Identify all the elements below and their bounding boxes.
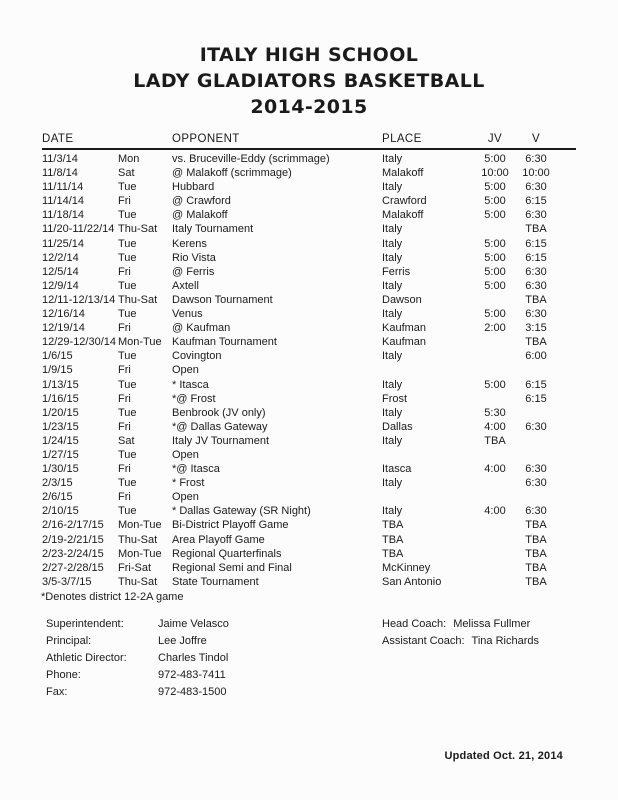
cell-place: Italy	[382, 505, 403, 518]
cell-day: Sat	[118, 434, 135, 447]
cell-day: Sat	[118, 167, 135, 180]
cell-opponent: Covington	[172, 350, 222, 363]
cell-jv-time: 5:00	[484, 237, 506, 250]
cell-jv-time	[468, 392, 522, 406]
cell-jv-time: 4:00	[484, 463, 506, 476]
cell-day: Tue	[118, 251, 137, 264]
cell-place: Italy	[382, 153, 403, 165]
table-row	[42, 363, 576, 377]
contact-label: Principal:	[46, 635, 92, 647]
contact-label: Head Coach:	[382, 618, 447, 630]
contact-value: Tina Richards	[471, 635, 539, 647]
cell-date: 12/2/14	[42, 251, 79, 264]
cell-varsity-time: 3:15	[525, 322, 547, 335]
cell-date: 12/5/14	[42, 265, 79, 278]
table-row	[42, 392, 576, 406]
cell-varsity-time	[522, 448, 550, 462]
cell-jv-time	[468, 547, 522, 561]
table-row	[42, 448, 576, 462]
cell-day: Tue	[118, 350, 137, 363]
contact-label: Athletic Director:	[46, 652, 127, 664]
cell-date: 12/29-12/30/14	[42, 336, 117, 349]
cell-opponent: Benbrook (JV only)	[172, 406, 266, 419]
cell-place: TBA	[382, 547, 404, 560]
cell-place: Italy	[382, 378, 403, 391]
team-name: LADY GLADIATORS BASKETBALL	[133, 70, 485, 92]
cell-place	[382, 448, 468, 462]
contact-row	[46, 633, 229, 650]
cell-day: Fri-Sat	[118, 561, 151, 574]
table-row	[42, 251, 576, 265]
table-row	[42, 335, 576, 349]
cell-date: 1/30/15	[42, 463, 79, 476]
cell-varsity-time: 6:30	[525, 477, 547, 490]
cell-day: Fri	[118, 420, 131, 433]
cell-opponent: * Dallas Gateway (SR Night)	[172, 505, 311, 518]
cell-day: Mon-Tue	[118, 336, 162, 349]
cell-day: Tue	[118, 448, 137, 461]
contact-label: Superintendent:	[46, 618, 124, 630]
cell-opponent: Open	[172, 364, 199, 377]
cell-place: Kaufman	[382, 336, 427, 349]
cell-jv-time	[468, 349, 522, 363]
cell-opponent: Kerens	[172, 237, 207, 250]
cell-varsity-time: 6:30	[525, 181, 547, 194]
cell-day: Tue	[118, 477, 137, 490]
cell-date: 2/16-2/17/15	[42, 519, 104, 532]
contact-row	[382, 633, 539, 650]
contact-row	[46, 616, 229, 633]
contact-value: Jaime Velasco	[158, 618, 229, 630]
contact-row	[382, 616, 539, 633]
cell-date: 1/27/15	[42, 448, 79, 461]
cell-place: TBA	[382, 519, 404, 532]
cell-varsity-time: TBA	[525, 519, 547, 532]
cell-varsity-time: 6:15	[525, 251, 547, 264]
cell-opponent: Hubbard	[172, 181, 215, 194]
contact-value: 972-483-1500	[158, 686, 227, 698]
cell-place: Italy	[382, 251, 403, 264]
cell-day: Fri	[118, 392, 131, 405]
table-row	[42, 265, 576, 279]
cell-day: Mon-Tue	[118, 519, 162, 532]
cell-jv-time	[468, 335, 522, 349]
cell-place	[382, 363, 468, 377]
cell-jv-time: 5:00	[484, 209, 506, 222]
cell-day: Mon	[118, 153, 140, 165]
cell-jv-time	[468, 518, 522, 532]
contact-label: Phone:	[46, 669, 81, 681]
cell-date: 1/24/15	[42, 434, 79, 447]
table-row	[42, 378, 576, 392]
cell-day: Fri	[118, 195, 131, 208]
cell-date: 1/13/15	[42, 378, 79, 391]
table-row	[42, 547, 576, 561]
cell-place: Italy	[382, 279, 403, 292]
cell-date: 11/20-11/22/14	[42, 223, 115, 236]
contact-row	[46, 650, 229, 667]
cell-opponent: *@ Itasca	[172, 463, 220, 476]
table-row	[42, 279, 576, 293]
contact-value: Charles Tindol	[158, 652, 229, 664]
cell-place: Italy	[382, 181, 403, 194]
column-header-opponent: OPPONENT	[172, 133, 240, 145]
cell-place: Itasca	[382, 463, 412, 476]
cell-date: 2/6/15	[42, 491, 73, 504]
cell-opponent: Regional Quarterfinals	[172, 547, 282, 560]
cell-varsity-time: TBA	[525, 336, 547, 349]
schedule-table	[42, 132, 576, 589]
cell-jv-time: 4:00	[484, 420, 506, 433]
table-row	[42, 180, 576, 194]
cell-opponent: @ Malakoff (scrimmage)	[172, 167, 292, 180]
cell-place: Italy	[382, 477, 403, 490]
cell-varsity-time: TBA	[525, 575, 547, 588]
cell-day: Tue	[118, 181, 137, 194]
cell-varsity-time	[522, 406, 550, 420]
cell-place: Italy	[382, 223, 403, 236]
cell-opponent: @ Ferris	[172, 265, 215, 278]
cell-place: TBA	[382, 533, 404, 546]
cell-place: Italy	[382, 434, 403, 447]
cell-jv-time	[468, 293, 522, 307]
cell-varsity-time: TBA	[525, 533, 547, 546]
table-row	[42, 490, 576, 504]
table-row	[42, 575, 576, 589]
cell-jv-time: 4:00	[484, 505, 506, 518]
cell-jv-time: 5:00	[484, 308, 506, 321]
cell-date: 12/11-12/13/14	[42, 293, 116, 306]
cell-opponent: *@ Frost	[172, 392, 216, 405]
cell-opponent: Area Playoff Game	[172, 533, 265, 546]
cell-day: Tue	[118, 308, 137, 321]
cell-jv-time	[468, 222, 522, 236]
table-row	[42, 166, 576, 180]
cell-varsity-time: 6:15	[525, 392, 547, 405]
cell-day: Thu-Sat	[118, 223, 158, 236]
cell-varsity-time: 6:30	[525, 153, 547, 165]
cell-varsity-time: 6:30	[525, 505, 547, 518]
cell-place: Frost	[382, 392, 408, 405]
cell-day: Tue	[118, 279, 137, 292]
cell-jv-time: 5:00	[484, 195, 506, 208]
cell-date: 2/27-2/28/15	[42, 561, 104, 574]
table-row	[42, 420, 576, 434]
column-header-date: DATE	[42, 133, 74, 145]
cell-date: 11/11/14	[42, 181, 84, 194]
cell-opponent: Bi-District Playoff Game	[172, 519, 289, 532]
cell-opponent: * Itasca	[172, 378, 209, 391]
cell-place: Kaufman	[382, 322, 427, 335]
cell-varsity-time: TBA	[525, 547, 547, 560]
table-row	[42, 237, 576, 251]
cell-jv-time	[468, 476, 522, 490]
school-name: ITALY HIGH SCHOOL	[199, 44, 419, 66]
cell-varsity-time: 6:30	[525, 279, 547, 292]
cell-varsity-time: 6:30	[525, 308, 547, 321]
cell-day: Fri	[118, 265, 131, 278]
table-row	[42, 518, 576, 532]
cell-jv-time: 5:00	[484, 279, 506, 292]
cell-place: Italy	[382, 237, 403, 250]
table-row	[42, 307, 576, 321]
cell-opponent: Dawson Tournament	[172, 293, 273, 306]
season-years: 2014-2015	[250, 96, 368, 118]
cell-jv-time: 2:00	[484, 322, 506, 335]
cell-jv-time: 5:00	[484, 153, 506, 165]
cell-day: Tue	[118, 406, 137, 419]
cell-date: 11/18/14	[42, 209, 85, 222]
cell-varsity-time	[522, 434, 550, 448]
column-header-v: V	[531, 133, 541, 145]
table-row	[42, 222, 576, 236]
cell-date: 1/6/15	[42, 350, 73, 363]
cell-varsity-time: 6:15	[525, 378, 547, 391]
cell-opponent: Rio Vista	[172, 251, 216, 264]
cell-varsity-time: TBA	[525, 223, 547, 236]
cell-day: Tue	[118, 378, 137, 391]
cell-day: Tue	[118, 237, 137, 250]
cell-place: Italy	[382, 406, 403, 419]
cell-date: 2/19-2/21/15	[42, 533, 104, 546]
cell-opponent: *@ Dallas Gateway	[172, 420, 268, 433]
contact-value: Melissa Fullmer	[453, 618, 531, 630]
cell-jv-time	[468, 363, 522, 377]
updated-date-note: Updated Oct. 21, 2014	[444, 750, 563, 762]
table-row	[42, 349, 576, 363]
table-row	[42, 504, 576, 518]
cell-date: 11/8/14	[42, 167, 78, 180]
table-row	[42, 293, 576, 307]
cell-varsity-time	[522, 490, 550, 504]
cell-place: San Antonio	[382, 575, 442, 588]
table-row	[42, 533, 576, 547]
cell-opponent: * Frost	[172, 477, 205, 490]
cell-jv-time: 5:00	[484, 265, 506, 278]
cell-day: Thu-Sat	[118, 293, 158, 306]
cell-day: Thu-Sat	[118, 533, 158, 546]
cell-place: Ferris	[382, 265, 411, 278]
cell-jv-time: TBA	[484, 434, 506, 447]
cell-date: 11/3/14	[42, 153, 78, 165]
cell-jv-time	[468, 448, 522, 462]
cell-place: Malakoff	[382, 209, 424, 222]
cell-place: Dallas	[382, 420, 413, 433]
cell-opponent: Axtell	[172, 279, 199, 292]
cell-date: 2/3/15	[42, 477, 73, 490]
cell-date: 3/5-3/7/15	[42, 575, 92, 588]
table-row	[42, 462, 576, 476]
cell-date: 12/16/14	[42, 308, 85, 321]
cell-date: 2/10/15	[42, 505, 79, 518]
cell-varsity-time: 6:00	[525, 350, 547, 363]
cell-varsity-time: 6:15	[525, 195, 547, 208]
cell-date: 1/16/15	[42, 392, 79, 405]
cell-opponent: @ Crawford	[172, 195, 231, 208]
contact-row	[46, 684, 229, 701]
column-header-jv: JV	[487, 133, 503, 145]
cell-jv-time	[468, 575, 522, 589]
cell-date: 1/20/15	[42, 406, 79, 419]
contact-list-right	[382, 616, 539, 650]
cell-varsity-time: 6:30	[525, 209, 547, 222]
cell-opponent: Italy Tournament	[172, 223, 254, 236]
cell-opponent: State Tournament	[172, 575, 259, 588]
cell-jv-time: 5:30	[484, 406, 506, 419]
cell-day: Tue	[118, 505, 137, 518]
cell-opponent: Italy JV Tournament	[172, 434, 270, 447]
cell-date: 1/23/15	[42, 420, 79, 433]
cell-day: Fri	[118, 491, 131, 504]
cell-varsity-time: 6:30	[525, 265, 547, 278]
table-row	[42, 434, 576, 448]
cell-opponent: vs. Bruceville-Eddy (scrimmage)	[172, 153, 330, 165]
contact-value: 972-483-7411	[158, 669, 226, 681]
cell-varsity-time: 6:15	[525, 237, 547, 250]
cell-place: Italy	[382, 308, 403, 321]
cell-place: Italy	[382, 350, 403, 363]
contact-value: Lee Joffre	[158, 635, 207, 647]
cell-jv-time	[468, 533, 522, 547]
cell-jv-time	[468, 490, 522, 504]
contact-label: Fax:	[46, 686, 68, 698]
cell-day: Thu-Sat	[118, 575, 158, 588]
cell-varsity-time: 6:30	[525, 420, 547, 433]
column-header-day-spacer	[118, 132, 172, 148]
cell-opponent: Open	[172, 491, 199, 504]
table-body	[42, 150, 576, 589]
cell-date: 11/25/14	[42, 237, 85, 250]
cell-place: Malakoff	[382, 167, 424, 180]
cell-place: McKinney	[382, 561, 431, 574]
contact-list-left	[46, 616, 229, 701]
cell-jv-time: 5:00	[484, 181, 506, 194]
cell-jv-time	[468, 561, 522, 575]
cell-opponent: @ Kaufman	[172, 322, 231, 335]
cell-jv-time: 10:00	[481, 167, 509, 180]
cell-opponent: Regional Semi and Final	[172, 561, 292, 574]
cell-day: Fri	[118, 322, 131, 335]
table-row	[42, 321, 576, 335]
table-row	[42, 152, 576, 166]
cell-varsity-time: 6:30	[525, 463, 547, 476]
cell-date: 12/19/14	[42, 322, 85, 335]
cell-place	[382, 490, 468, 504]
table-row	[42, 476, 576, 490]
cell-date: 1/9/15	[42, 364, 73, 377]
cell-opponent: Open	[172, 448, 199, 461]
table-row	[42, 561, 576, 575]
cell-day: Fri	[118, 463, 131, 476]
cell-opponent: Venus	[172, 308, 203, 321]
cell-varsity-time: 10:00	[522, 167, 550, 180]
district-game-footnote: *Denotes district 12-2A game	[41, 591, 184, 603]
cell-day: Tue	[118, 209, 137, 222]
table-row	[42, 406, 576, 420]
cell-date: 12/9/14	[42, 279, 79, 292]
cell-opponent: @ Malakoff	[172, 209, 228, 222]
cell-jv-time: 5:00	[484, 378, 506, 391]
cell-place: Dawson	[382, 293, 422, 306]
column-header-place: PLACE	[382, 133, 422, 145]
table-row	[42, 208, 576, 222]
cell-varsity-time: TBA	[525, 561, 547, 574]
cell-jv-time: 5:00	[484, 251, 506, 264]
cell-varsity-time	[522, 363, 550, 377]
cell-varsity-time: TBA	[525, 293, 547, 306]
cell-day: Mon-Tue	[118, 547, 162, 560]
cell-opponent: Kaufman Tournament	[172, 336, 277, 349]
cell-place: Crawford	[382, 195, 427, 208]
contact-label: Assistant Coach:	[382, 635, 465, 647]
cell-date: 11/14/14	[42, 195, 85, 208]
table-row	[42, 194, 576, 208]
table-header-row	[42, 132, 576, 150]
document-title-block	[0, 42, 618, 120]
cell-day: Fri	[118, 364, 131, 377]
contact-row	[46, 667, 229, 684]
cell-date: 2/23-2/24/15	[42, 547, 104, 560]
